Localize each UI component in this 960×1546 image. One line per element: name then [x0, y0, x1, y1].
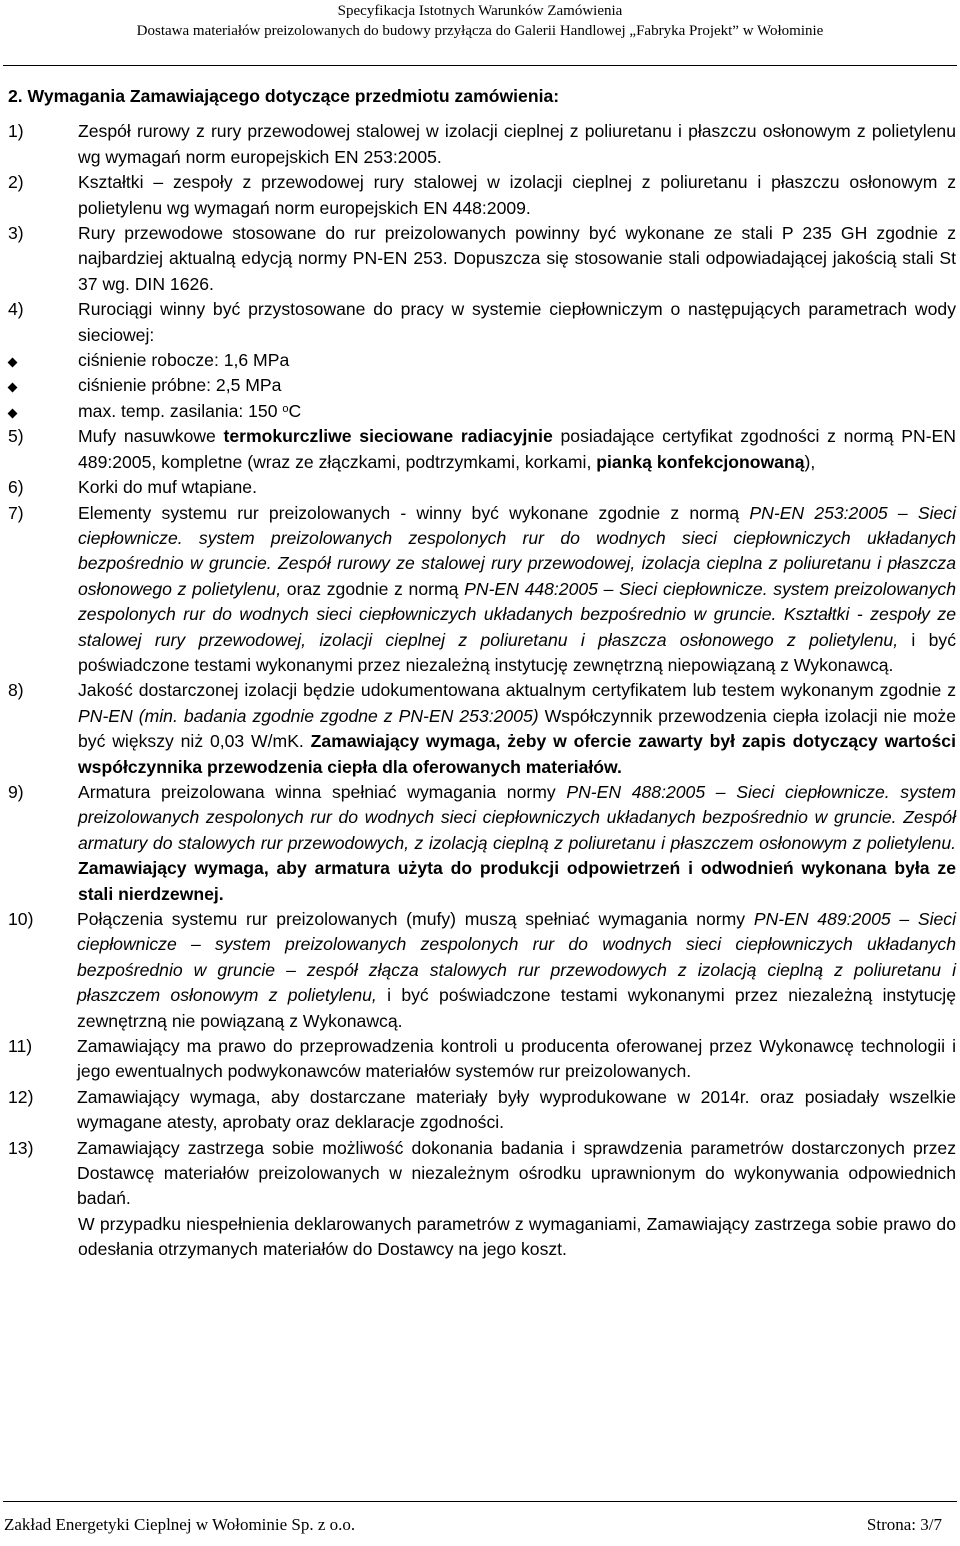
- list-item: [8, 424, 956, 475]
- item-number: 4): [8, 299, 24, 320]
- list-item: [8, 475, 956, 500]
- list-item: [8, 678, 956, 780]
- header-divider: [3, 65, 957, 66]
- item-number: 1): [8, 121, 24, 142]
- header-title: Specyfikacja Istotnych Warunków Zamówienia: [337, 3, 623, 19]
- item-number: 6): [8, 477, 24, 498]
- item-text: Zespół rurowy z rury przewodowej stalowej w izolacji cieplnej z poliuretanu i płaszczu osłonowym z polietylenu wg wymagań norm europejskich EN 253:2005.: [78, 121, 956, 167]
- page-header: [0, 0, 960, 41]
- item-continuation: W przypadku niespełnienia deklarowanych parametrów z wymaganiami, Zamawiający zastrzega sobie prawo do odesłania otrzymanych materiałów do Dostawcy na jego koszt.: [78, 1213, 956, 1260]
- header-subtitle: Dostawa materiałów preizolowanych do budowy przyłącza do Galerii Handlowej „Fabryka Projekt” w Wołominie: [136, 23, 824, 39]
- item-text: Zamawiający wymaga, aby dostarczane materiały były wyprodukowane w 2014r. oraz posiadały wszelkie wymagane atesty, aprobaty oraz deklaracje zgodności.: [77, 1086, 956, 1133]
- bullet-text: ciśnienie robocze: 1,6 MPa: [78, 350, 290, 371]
- item-text: Rurociągi winny być przystosowane do pracy w systemie ciepłowniczym o następujących parametrach wody sieciowej:: [78, 299, 956, 345]
- item-text: Zamawiający ma prawo do przeprowadzenia kontroli u producenta oferowanej przez Wykonawcę technologii i jego ewentualnych podwykonawców materiałów systemów rur preizolowanych.: [77, 1036, 956, 1082]
- footer-page-number: Strona: 3/7: [866, 1515, 942, 1534]
- item-text: Elementy systemu rur preizolowanych - winny być wykonane zgodnie z normą PN-EN 253:2005 – Sieci ciepłownicze. system preizolowanych zespolonych rur do wodnych sieci ciepłowniczych układanych bezpośrednio w gruncie. Zespół rurowy ze stalowej rury przewodowej, izolacja cieplna z poliuretanu i płaszcza osłonowego z polietylenu, oraz zgodnie z normą PN-EN 448:2005 – Sieci ciepłownicze. system preizolowanych zespolonych rur do wodnych sieci ciepłowniczych układanych bezpośrednio w gruncie. Kształtki - zespoły ze stalowej rury przewodowej, izolacji cieplnej z poliuretanu i płaszcza osłonowego z polietylenu, i być poświadczone testami wykonanymi przez niezależną instytucję zewnętrzną niepowiązaną z Wykonawcą.: [78, 502, 956, 675]
- item-text: Korki do muf wtapiane.: [78, 477, 257, 498]
- item-number: 7): [8, 502, 24, 523]
- item-number: 12): [8, 1086, 34, 1107]
- bullet-text: ciśnienie próbne: 2,5 MPa: [78, 375, 282, 396]
- item-text: Kształtki – zespoły z przewodowej rury stalowej w izolacji cieplnej z poliuretanu i płaszczu osłonowym z polietylenu wg wymagań norm europejskich EN 448:2009.: [78, 172, 956, 218]
- item-text: Rury przewodowe stosowane do rur preizolowanych powinny być wykonane ze stali P 235 GH zgodnie z najbardziej aktualną edycją normy PN-EN 253. Dopuszcza się stosowanie stali odpowiadającej jakością stali St 37 wg. DIN 1626.: [78, 223, 956, 294]
- item-text: Armatura preizolowana winna spełniać wymagania normy PN-EN 488:2005 – Sieci ciepłownicze. system preizolowanych zespolonych rur do wodnych sieci ciepłowniczych układanych bezpośrednio w gruncie. Zespół armatury do stalowych rur przewodowych, z izolacją cieplną z poliuretanu i płaszczem osłonowym z polietylenu. Zamawiający wymaga, aby armatura użyta do produkcji odpowietrzeń i odwodnień wykonana była ze stali nierdzewnej.: [78, 781, 956, 904]
- item-number: 8): [8, 680, 24, 701]
- bullet-text: max. temp. zasilania: 150 $^o$C: [78, 400, 302, 421]
- diamond-bullet-icon: [8, 408, 18, 418]
- list-item: [8, 501, 956, 679]
- footer-divider: [3, 1501, 957, 1502]
- item-number: 13): [8, 1137, 34, 1158]
- list-item: [8, 1034, 956, 1085]
- footer-company: Zakład Energetyki Cieplnej w Wołominie Sp. z o.o.: [4, 1515, 356, 1534]
- item-text: Połączenia systemu rur preizolowanych (mufy) muszą spełniać wymagania normy PN-EN 489:2005 – Sieci ciepłownicze – system preizolowanych zespolonych rur do wodnych sieci ciepłowniczych układanych bezpośrednio w gruncie – zespół złącza stalowych rur przewodowych z izolacją cieplną z poliuretanu i płaszczem osłonowym z polietylenu, i być poświadczone testami wykonanymi przez niezależną instytucję zewnętrzną nie powiązaną z Wykonawcą.: [77, 909, 956, 1031]
- item-number: 9): [8, 781, 24, 802]
- list-item: [8, 119, 956, 170]
- diamond-bullet-icon: [8, 383, 18, 393]
- bullet-item: [8, 399, 956, 424]
- item-number: 5): [8, 426, 24, 447]
- section-title: 2. Wymagania Zamawiającego dotyczące przedmiotu zamówienia:: [8, 86, 560, 106]
- item-text: Jakość dostarczonej izolacji będzie udokumentowana aktualnym certyfikatem lub testem wykonanym zgodnie z PN-EN (min. badania zgodnie zgodne z PN-EN 253:2005) Współczynnik przewodzenia ciepła izolacji nie może być większy niż 0,03 W/mK. Zamawiający wymaga, żeby w ofercie zawarty był zapis dotyczący wartości współczynnika przewodzenia ciepła dla oferowanych materiałów.: [78, 680, 956, 777]
- item-number: 10): [8, 909, 34, 929]
- list-item: [8, 1085, 956, 1136]
- list-item: [8, 221, 956, 297]
- list-item: [8, 1136, 956, 1212]
- list-item: [8, 907, 956, 1034]
- item-number: 11): [8, 1036, 33, 1057]
- diamond-bullet-icon: [8, 358, 18, 368]
- list-item: [8, 780, 956, 907]
- item-text: Zamawiający zastrzega sobie możliwość dokonania badania i sprawdzenia parametrów dostarczonych przez Dostawcę materiałów preizolowanych w niezależnym ośrodku uprawnionym do wykonywania odpowiednich badań.: [77, 1137, 956, 1209]
- list-item: [8, 297, 956, 348]
- bullet-item: [8, 373, 956, 398]
- item-number: 2): [8, 172, 24, 193]
- item-text: Mufy nasuwkowe termokurczliwe sieciowane radiacyjnie posiadające certyfikat zgodności z normą PN-EN 489:2005, kompletne (wraz ze złączkami, podtrzymkami, korkami, pianką konfekcjonowaną),: [78, 426, 956, 472]
- document-body: [8, 84, 956, 1263]
- item-number: 3): [8, 223, 24, 244]
- bullet-item: [8, 348, 956, 373]
- list-item: [8, 170, 956, 221]
